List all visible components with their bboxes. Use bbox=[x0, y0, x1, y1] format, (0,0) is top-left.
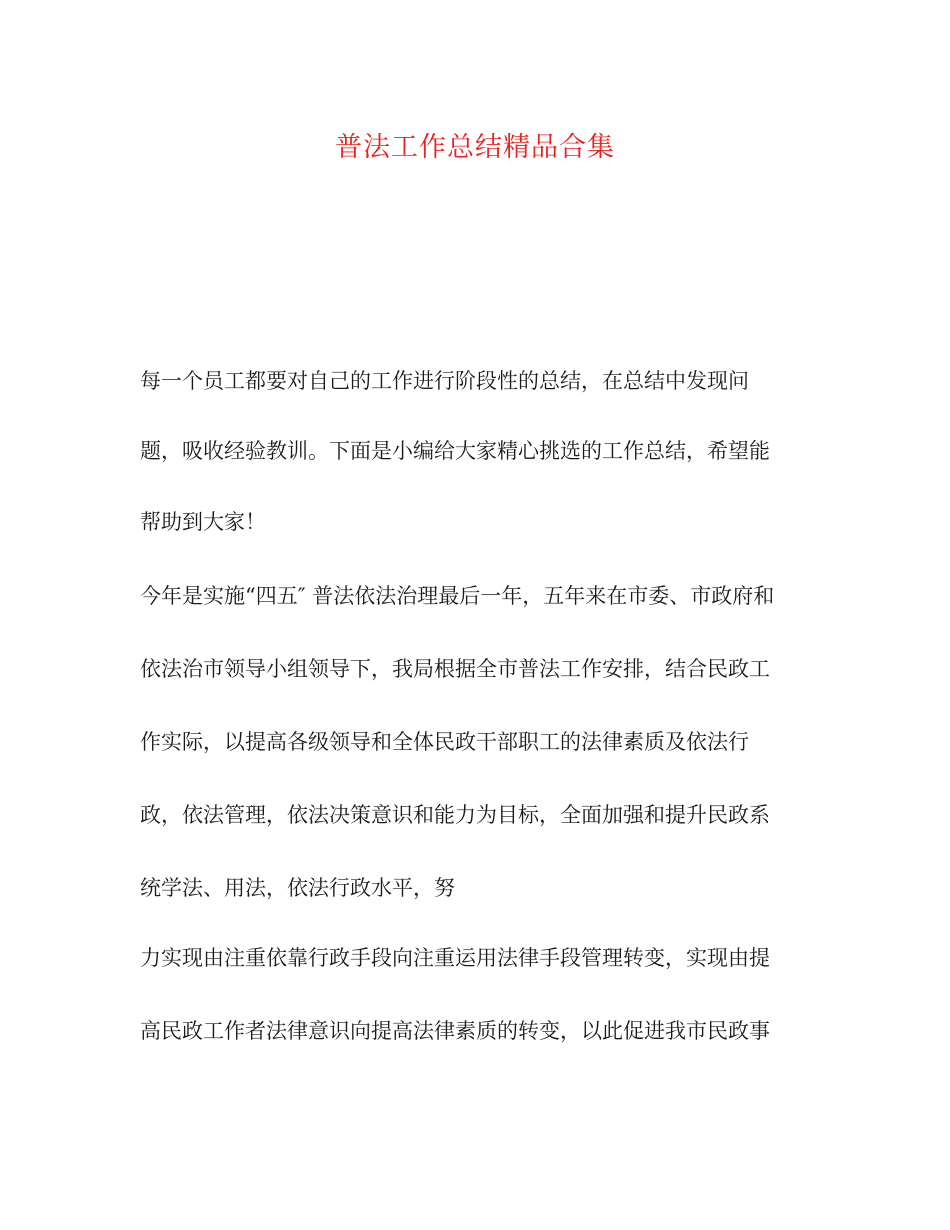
text-line: 力实现由注重依靠行政手段向注重运用法律手段管理转变，实现由提 bbox=[140, 946, 770, 970]
text-line: 每一个员工都要对自己的工作进行阶段性的总结，在总结中发现问 bbox=[140, 369, 749, 393]
text-line: 今年是实施“四五″ 普法依法治理最后一年，五年来在市委、市政府和 bbox=[140, 584, 775, 608]
text-line: 依法治市领导小组领导下，我局根据全市普法工作安排，结合民政工 bbox=[140, 657, 770, 681]
text-line: 统学法、用法，依法行政水平，努 bbox=[140, 876, 455, 900]
text-line: 高民政工作者法律意识向提高法律素质的转变，以此促进我市民政事 bbox=[140, 1019, 770, 1043]
text-line: 题，吸收经验教训。下面是小编给大家精心挑选的工作总结，希望能 bbox=[140, 439, 770, 463]
text-line: 政，依法管理，依法决策意识和能力为目标，全面加强和提升民政系 bbox=[140, 803, 770, 827]
text-line: 帮助到大家！ bbox=[140, 510, 266, 534]
document-title: 普法工作总结精品合集 bbox=[335, 132, 615, 163]
text-line: 作实际，以提高各级领导和全体民政干部职工的法律素质及依法行 bbox=[140, 730, 749, 754]
